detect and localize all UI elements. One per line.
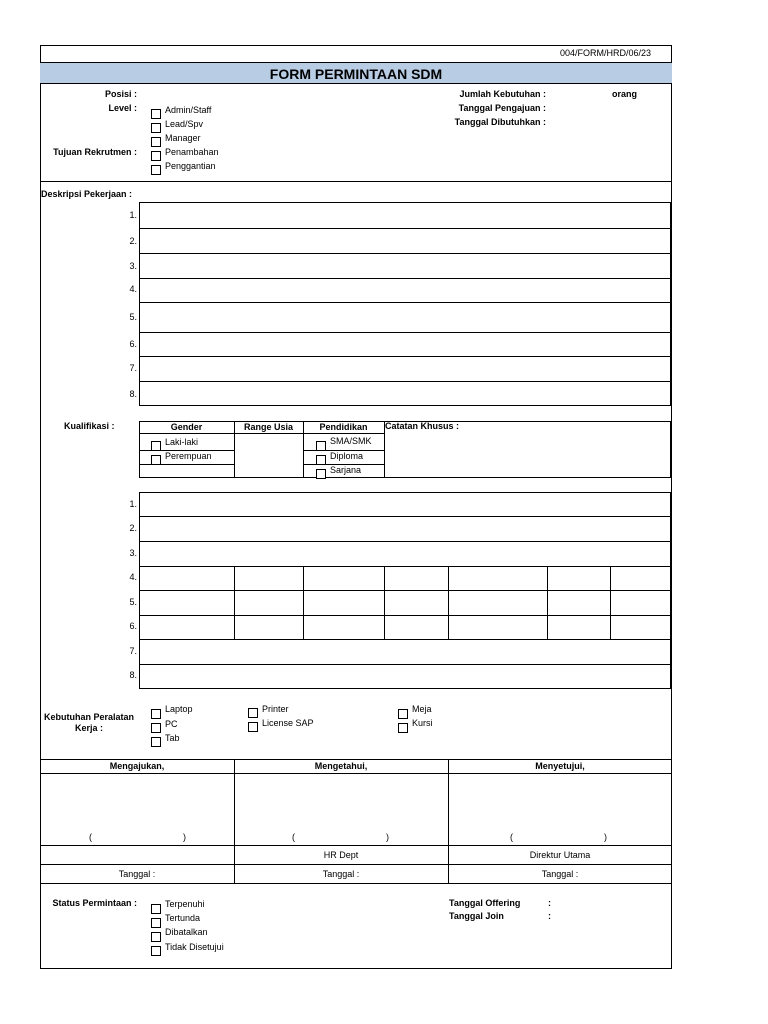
pendidikan-option-label: Sarjana: [330, 465, 362, 475]
peralatan-kursi-checkbox[interactable]: [398, 723, 408, 733]
kualifikasi-row-number: 3.: [129, 548, 137, 558]
row-line: [139, 639, 671, 640]
row-line: [139, 253, 671, 254]
peralatan-option-label: PC: [165, 719, 178, 729]
deskripsi-row-number: 7.: [129, 363, 137, 373]
col-line: [610, 566, 611, 639]
peralatan-option-label: Kursi: [412, 718, 433, 728]
peralatan-license-sap-checkbox[interactable]: [248, 722, 258, 732]
row-line: [139, 566, 671, 567]
level-manager-checkbox[interactable]: [151, 137, 161, 147]
pendidikan-sarjana-checkbox[interactable]: [316, 469, 326, 479]
tanggal-dibutuhkan-label: Tanggal Dibutuhkan :: [454, 117, 546, 127]
mengetahui-header: Mengetahui,: [314, 761, 368, 771]
row-line: [139, 516, 671, 517]
signature-paren-close: ): [386, 832, 389, 842]
peralatan-tab-checkbox[interactable]: [151, 737, 161, 747]
deskripsi-row-number: 2.: [129, 236, 137, 246]
row-line: [139, 228, 671, 229]
gender-laki-checkbox[interactable]: [151, 441, 161, 451]
row-line: [139, 590, 671, 591]
col-line: [384, 566, 385, 639]
status-terpenuhi-checkbox[interactable]: [151, 904, 161, 914]
hr-dept-role: HR Dept: [323, 850, 359, 860]
jumlah-unit: orang: [612, 89, 638, 99]
tanggal-join-colon: :: [548, 911, 551, 921]
kualifikasi-row-number: 4.: [129, 572, 137, 582]
col-line: [234, 759, 235, 883]
signature-paren-open: (: [510, 832, 513, 842]
deskripsi-row-number: 1.: [129, 210, 137, 220]
pendidikan-header: Pendidikan: [319, 422, 368, 432]
row-line: [40, 759, 672, 760]
peralatan-printer-checkbox[interactable]: [248, 708, 258, 718]
kualifikasi-label: Kualifikasi :: [64, 421, 115, 431]
level-label: Level :: [108, 103, 137, 113]
tujuan-penambahan-checkbox[interactable]: [151, 151, 161, 161]
col-line: [303, 566, 304, 639]
col-line: [448, 759, 449, 883]
status-dibatalkan-checkbox[interactable]: [151, 932, 161, 942]
mengajukan-header: Mengajukan,: [109, 761, 165, 771]
signature-paren-close: ): [604, 832, 607, 842]
row-line: [139, 381, 671, 382]
status-option-label: Tidak Disetujui: [165, 942, 224, 952]
tanggal-offering-label: Tanggal Offering: [449, 898, 521, 908]
row-line: [40, 864, 672, 865]
peralatan-meja-checkbox[interactable]: [398, 709, 408, 719]
row-line: [139, 356, 671, 357]
tujuan-label: Tujuan Rekrutmen :: [53, 147, 137, 157]
catatan-khusus-header: Catatan Khusus :: [385, 421, 460, 431]
peralatan-label-line1: Kebutuhan Peralatan: [43, 712, 135, 722]
menyetujui-tanggal: Tanggal :: [541, 869, 579, 879]
level-lead-checkbox[interactable]: [151, 123, 161, 133]
gender-option-label: Perempuan: [165, 451, 212, 461]
peralatan-option-label: License SAP: [262, 718, 314, 728]
status-tertunda-checkbox[interactable]: [151, 918, 161, 928]
title-bar: [40, 62, 672, 84]
peralatan-label-line2: Kerja :: [74, 723, 103, 733]
deskripsi-row-number: 8.: [129, 389, 137, 399]
status-option-label: Terpenuhi: [165, 899, 205, 909]
deskripsi-label: Deskripsi Pekerjaan :: [41, 189, 133, 199]
pendidikan-diploma-checkbox[interactable]: [316, 455, 326, 465]
kualifikasi-row-number: 2.: [129, 523, 137, 533]
range-usia-header: Range Usia: [243, 422, 294, 432]
status-option-label: Dibatalkan: [165, 927, 208, 937]
menyetujui-header: Menyetujui,: [535, 761, 585, 771]
peralatan-laptop-checkbox[interactable]: [151, 709, 161, 719]
level-admin-checkbox[interactable]: [151, 109, 161, 119]
gender-perempuan-checkbox[interactable]: [151, 455, 161, 465]
peralatan-option-label: Tab: [165, 733, 180, 743]
jumlah-label: Jumlah Kebutuhan :: [459, 89, 546, 99]
status-tidak-disetujui-checkbox[interactable]: [151, 946, 161, 956]
kualifikasi-row-number: 7.: [129, 646, 137, 656]
signature-paren-open: (: [292, 832, 295, 842]
kualifikasi-row-number: 8.: [129, 670, 137, 680]
row-line: [40, 773, 672, 774]
col-line: [448, 566, 449, 639]
deskripsi-table: [139, 202, 671, 406]
pendidikan-option-label: Diploma: [330, 451, 364, 461]
tanggal-join-label: Tanggal Join: [449, 911, 504, 921]
tanggal-pengajuan-label: Tanggal Pengajuan :: [458, 103, 546, 113]
level-option-label: Admin/Staff: [165, 105, 212, 115]
row-line: [139, 541, 671, 542]
kualifikasi-row-number: 6.: [129, 621, 137, 631]
level-option-label: Manager: [165, 133, 201, 143]
col-line: [547, 566, 548, 639]
section-divider: [40, 181, 672, 182]
direktur-utama-role: Direktur Utama: [529, 850, 591, 860]
peralatan-option-label: Meja: [412, 704, 432, 714]
peralatan-option-label: Laptop: [165, 704, 193, 714]
gender-option-label: Laki-laki: [165, 437, 199, 447]
tanggal-offering-colon: :: [548, 898, 551, 908]
row-line: [139, 278, 671, 279]
mengajukan-tanggal: Tanggal :: [118, 869, 156, 879]
row-line: [139, 332, 671, 333]
row-line: [139, 433, 384, 434]
tujuan-penggantian-checkbox[interactable]: [151, 165, 161, 175]
posisi-label: Posisi :: [104, 89, 137, 99]
kualifikasi-row-number: 5.: [129, 597, 137, 607]
deskripsi-row-number: 3.: [129, 261, 137, 271]
status-label: Status Permintaan :: [52, 898, 137, 908]
col-line: [234, 566, 235, 639]
signature-paren-open: (: [89, 832, 92, 842]
row-line: [40, 883, 672, 884]
gender-header: Gender: [170, 422, 203, 432]
mengetahui-tanggal: Tanggal :: [322, 869, 360, 879]
kualifikasi-row-number: 1.: [129, 499, 137, 509]
pendidikan-sma-checkbox[interactable]: [316, 441, 326, 451]
signature-paren-close: ): [183, 832, 186, 842]
level-option-label: Lead/Spv: [165, 119, 204, 129]
pendidikan-option-label: SMA/SMK: [330, 436, 372, 446]
status-option-label: Tertunda: [165, 913, 201, 923]
row-line: [139, 664, 671, 665]
peralatan-option-label: Printer: [262, 704, 289, 714]
row-line: [139, 615, 671, 616]
deskripsi-row-number: 5.: [129, 312, 137, 322]
row-line: [40, 845, 672, 846]
deskripsi-row-number: 6.: [129, 339, 137, 349]
form-title: FORM PERMINTAAN SDM: [269, 66, 443, 82]
form-code: 004/FORM/HRD/06/23: [560, 48, 652, 58]
row-line: [139, 302, 671, 303]
tujuan-option-label: Penggantian: [165, 161, 216, 171]
deskripsi-row-number: 4.: [129, 284, 137, 294]
peralatan-pc-checkbox[interactable]: [151, 723, 161, 733]
tujuan-option-label: Penambahan: [165, 147, 219, 157]
